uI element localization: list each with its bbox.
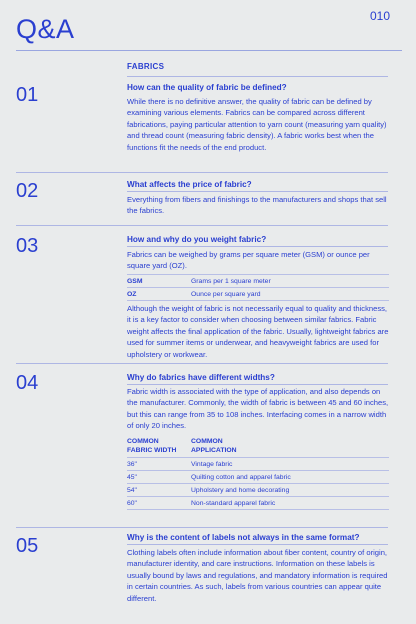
- table-cell: Upholstery and home decorating: [191, 486, 290, 494]
- table-row: [127, 275, 389, 288]
- divider: [127, 384, 388, 385]
- column-header: [127, 437, 191, 455]
- table-header: [127, 437, 389, 458]
- column-header: [191, 437, 237, 455]
- item-number: 02: [16, 180, 39, 202]
- table-row: [127, 458, 389, 471]
- table-cell: Non-standard apparel fabric: [191, 499, 276, 507]
- column-header-line: FABRIC WIDTH: [127, 447, 177, 454]
- column-header-line: COMMON: [191, 438, 223, 445]
- table-cell: Quilting cotton and apparel fabric: [191, 473, 291, 481]
- answer: While there is no definitive answer, the quality of fabric can be defined by examining various elements. Fabrics can be compared across different fabrications, paying particular attention to yarn count (measuring yarn quality) and thread count (measuring fabric density). A fabric works best when the functions fit the needs of the end product.: [127, 97, 387, 152]
- weight-table: [127, 274, 389, 301]
- answer-continued: Although the weight of fabric is not necessarily equal to quality and thickness, it is a key factor to consider when choosing between similar fabrics. Fabric weight affects the final application of the fabric. Usually, lightweight fabrics are used for summer items or underwear, and heavyweight fabrics are used for upholstery or workwear.: [127, 304, 389, 359]
- question: Why do fabrics have different widths?: [127, 373, 275, 382]
- divider: [127, 76, 388, 77]
- table-cell: 60": [127, 499, 137, 507]
- table-cell: Vintage fabric: [191, 460, 233, 468]
- table-row: [127, 288, 389, 301]
- divider: [127, 544, 388, 545]
- answer: Fabrics can be weighed by grams per square meter (GSM) or ounce per square yard (OZ).: [127, 250, 370, 271]
- item-number: 03: [16, 235, 39, 257]
- header-divider: [16, 50, 402, 51]
- answer: Everything from fibers and finishings to the manufacturers and shops that sell the fabrics.: [127, 195, 387, 216]
- table-cell: 36": [127, 460, 137, 468]
- item-number: 04: [16, 372, 39, 394]
- table-cell: Grams per 1 square meter: [191, 277, 271, 285]
- question: How can the quality of fabric be defined?: [127, 83, 287, 92]
- table-row: [127, 497, 389, 510]
- table-row: [127, 471, 389, 484]
- answer: Clothing labels often include information about fiber content, country of origin, manufacturer identity, and care instructions. Information on these labels is usually bound by laws and regulations, and mandatory information is required in certain countries. As such, labels from various countries can appear quite different.: [127, 548, 388, 603]
- table-cell: OZ: [127, 290, 137, 298]
- divider: [16, 172, 388, 173]
- table-cell: 45": [127, 473, 137, 481]
- section-label: FABRICS: [127, 62, 165, 71]
- question: Why is the content of labels not always in the same format?: [127, 533, 360, 542]
- item-number: 05: [16, 535, 39, 557]
- question: What affects the price of fabric?: [127, 180, 252, 189]
- divider: [127, 191, 388, 192]
- answer: Fabric width is associated with the type of application, and also depends on the manufacturer. Commonly, the width of fabric is between 45 and 60 inches, but this can range from 35 to 108 inches. Interfacing comes in a narrow width of only 20 inches.: [127, 387, 389, 431]
- table-cell: Ounce per square yard: [191, 290, 261, 298]
- item-number: 01: [16, 84, 39, 106]
- table-cell: GSM: [127, 277, 143, 285]
- table-row: [127, 484, 389, 497]
- divider: [127, 246, 388, 247]
- divider: [16, 527, 388, 528]
- page-number: 010: [369, 9, 390, 23]
- divider: [16, 363, 388, 364]
- width-table: [127, 437, 389, 510]
- question: How and why do you weight fabric?: [127, 235, 267, 244]
- column-header-line: APPLICATION: [191, 447, 237, 454]
- divider: [16, 225, 388, 226]
- table-cell: 54": [127, 486, 137, 494]
- column-header-line: COMMON: [127, 438, 159, 445]
- page-title: Q&A: [16, 14, 75, 44]
